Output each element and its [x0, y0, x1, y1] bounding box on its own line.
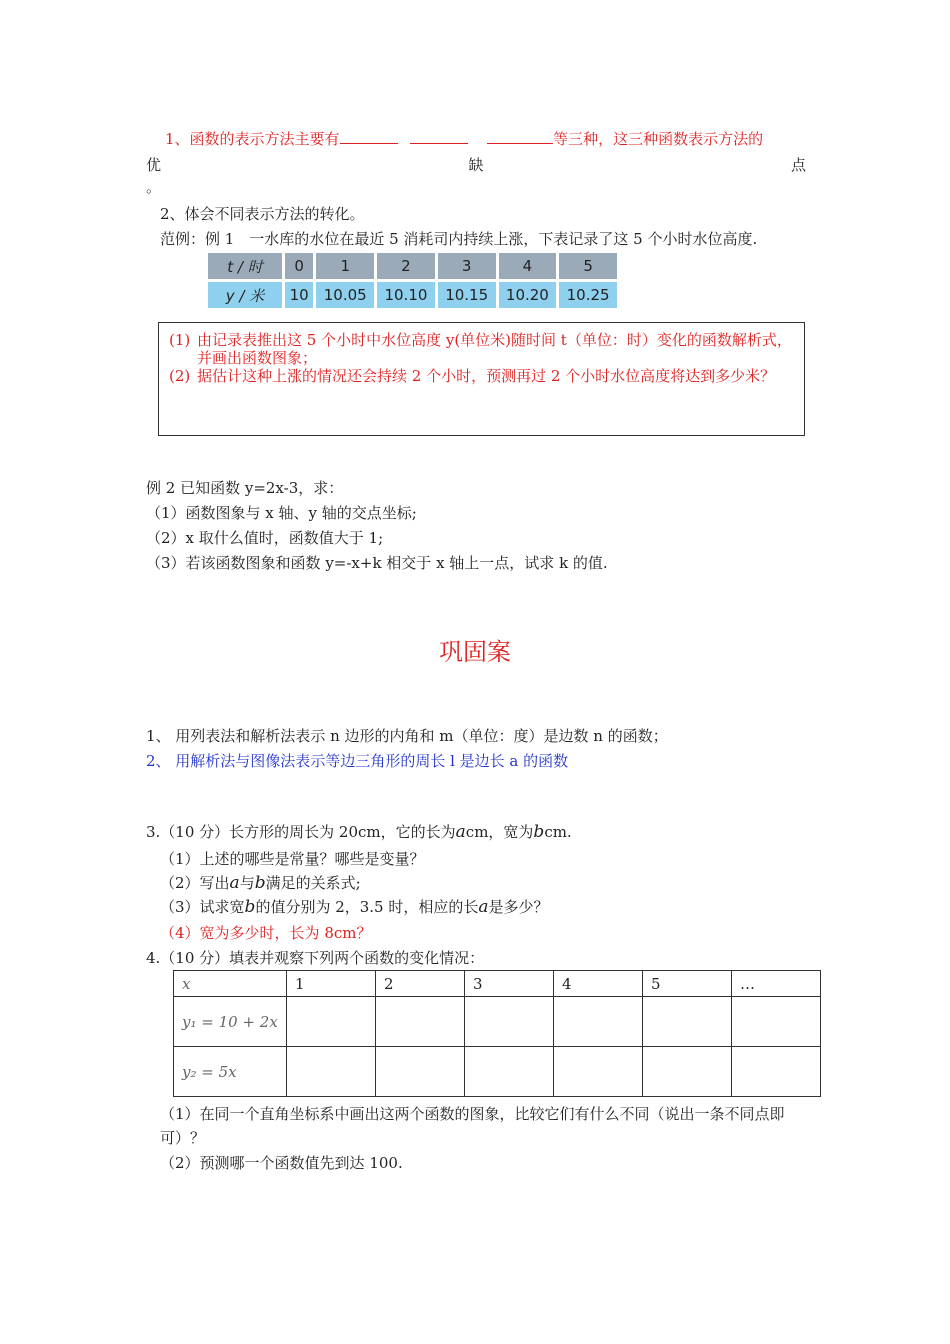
y1-cell[interactable]: [732, 997, 821, 1047]
t-cell: 5: [559, 253, 617, 279]
y1-label: y₁ = 10 + 2x: [174, 997, 287, 1047]
y2-cell[interactable]: [554, 1047, 643, 1097]
x-cell: 3: [465, 971, 554, 997]
x-cell: …: [732, 971, 821, 997]
t-cell: 2: [377, 253, 435, 279]
y1-cell[interactable]: [554, 997, 643, 1047]
q1-char-2: 缺: [468, 156, 484, 174]
q3-s3-a: （3）试求宽: [160, 898, 245, 916]
example1-text: 范例：例 1 一水库的水位在最近 5 消耗司内持续上涨，下表记录了这 5 个小时水位高度.: [160, 230, 758, 248]
q3-s3-end: 是多少？: [488, 898, 549, 916]
box-q2-text: 据估计这种上涨的情况还会持续 2 个小时，预测再过 2 个小时水位高度将达到多少米？: [197, 367, 776, 385]
y-cell: 10.05: [316, 282, 374, 308]
t-cell: 4: [499, 253, 557, 279]
table-row-x: [174, 971, 821, 997]
var-b: b: [533, 822, 545, 842]
table-row-t: [208, 253, 617, 279]
table-row-y1: [174, 997, 821, 1047]
example2-intro: 例 2 已知函数 y=2x-3，求：: [146, 479, 344, 497]
y1-cell[interactable]: [643, 997, 732, 1047]
q3-s2-a: （2）写出: [160, 874, 230, 892]
q4-sub-2: （2）预测哪一个函数值先到达 100.: [160, 1154, 403, 1172]
q3-s2-end: 满足的关系式;: [265, 874, 361, 892]
t-cell: 3: [438, 253, 496, 279]
x-label: x: [174, 971, 287, 997]
table-row-y2: [174, 1047, 821, 1097]
var-b: b: [254, 873, 266, 893]
q2-text: 2、体会不同表示方法的转化。: [160, 205, 365, 223]
t-cell: 0: [285, 253, 313, 279]
q4-stem: 4.（10 分）填表并观察下列两个函数的变化情况：: [146, 949, 485, 967]
q3-stem-a: 3.（10 分）长方形的周长为 20cm，它的长为: [146, 823, 456, 841]
var-a: a: [229, 873, 240, 893]
y2-cell[interactable]: [287, 1047, 376, 1097]
y2-label: y₂ = 5x: [174, 1047, 287, 1097]
q3-s3-mid: 的值分别为 2，3.5 时，相应的长: [255, 898, 479, 916]
q1-end: 。: [146, 178, 162, 196]
example2-item-3: （3）若该函数图象和函数 y=-x+k 相交于 x 轴上一点，试求 k 的值.: [146, 554, 608, 572]
y1-cell[interactable]: [465, 997, 554, 1047]
x-cell: 5: [643, 971, 732, 997]
x-cell: 2: [376, 971, 465, 997]
function-table: [173, 970, 821, 1097]
question-box: [158, 322, 805, 436]
var-a: a: [455, 822, 466, 842]
q3-sub-1: （1）上述的哪些是常量？哪些是变量？: [160, 850, 425, 868]
y2-cell[interactable]: [465, 1047, 554, 1097]
y1-cell[interactable]: [376, 997, 465, 1047]
q1-char-1: 优: [146, 156, 162, 174]
y1-cell[interactable]: [287, 997, 376, 1047]
y-cell: 10.25: [559, 282, 617, 308]
q3-s2-mid: 与: [239, 874, 255, 892]
y2-cell[interactable]: [376, 1047, 465, 1097]
box-question-1: [169, 331, 792, 367]
y-cell: 10.10: [377, 282, 435, 308]
t-label: t / 时: [208, 253, 282, 279]
q1-tail: 等三种，这三种函数表示方法的: [553, 130, 764, 148]
blank-2[interactable]: [410, 129, 468, 144]
q4-sub-1: （1）在同一个直角坐标系中画出这两个函数的图象，比较它们有什么不同（说出一条不同点即可）？: [160, 1105, 785, 1147]
page-title: 巩固案: [439, 638, 511, 666]
consolidate-item-2: 2、 用解析法与图像法表示等边三角形的周长 l 是边长 a 的函数: [146, 752, 569, 770]
y-cell: 10.20: [499, 282, 557, 308]
q1-char-3: 点: [790, 156, 806, 174]
q3-stem: [146, 821, 572, 842]
q1-spread-line: [146, 154, 806, 175]
var-b: b: [244, 897, 256, 917]
y-cell: 10.15: [438, 282, 496, 308]
y2-cell[interactable]: [732, 1047, 821, 1097]
consolidate-item-1: 1、 用列表法和解析法表示 n 边形的内角和 m（单位：度）是边数 n 的函数；: [146, 727, 668, 745]
q3-stem-b: cm，宽为: [465, 823, 534, 841]
q3-sub-3: [160, 896, 549, 917]
example2-item-2: （2）x 取什么值时，函数值大于 1;: [146, 529, 384, 547]
box-question-2: [169, 367, 792, 385]
box-q1-text: 由记录表推出这 5 个小时中水位高度 y(单位米)随时间 t（单位：时）变化的函数解析式，并画出函数图象；: [197, 331, 792, 367]
x-cell: 4: [554, 971, 643, 997]
y-cell: 10: [285, 282, 313, 308]
box-q1-num: (1): [169, 331, 191, 349]
q1-text: 1、函数的表示方法主要有: [165, 130, 340, 148]
water-level-table: [205, 250, 620, 311]
q3-stem-c: cm.: [544, 823, 572, 841]
var-a: a: [478, 897, 489, 917]
y-label: y / 米: [208, 282, 282, 308]
x-cell: 1: [287, 971, 376, 997]
table-row-y: [208, 282, 617, 308]
box-q2-num: (2): [169, 367, 191, 385]
q1-line: [165, 128, 763, 149]
blank-3[interactable]: [487, 129, 553, 144]
example2-item-1: （1）函数图象与 x 轴、y 轴的交点坐标;: [146, 504, 417, 522]
y2-cell[interactable]: [643, 1047, 732, 1097]
q3-sub-2: [160, 872, 361, 893]
q3-sub-4: （4）宽为多少时，长为 8cm？: [160, 924, 372, 942]
blank-1[interactable]: [340, 129, 398, 144]
t-cell: 1: [316, 253, 374, 279]
